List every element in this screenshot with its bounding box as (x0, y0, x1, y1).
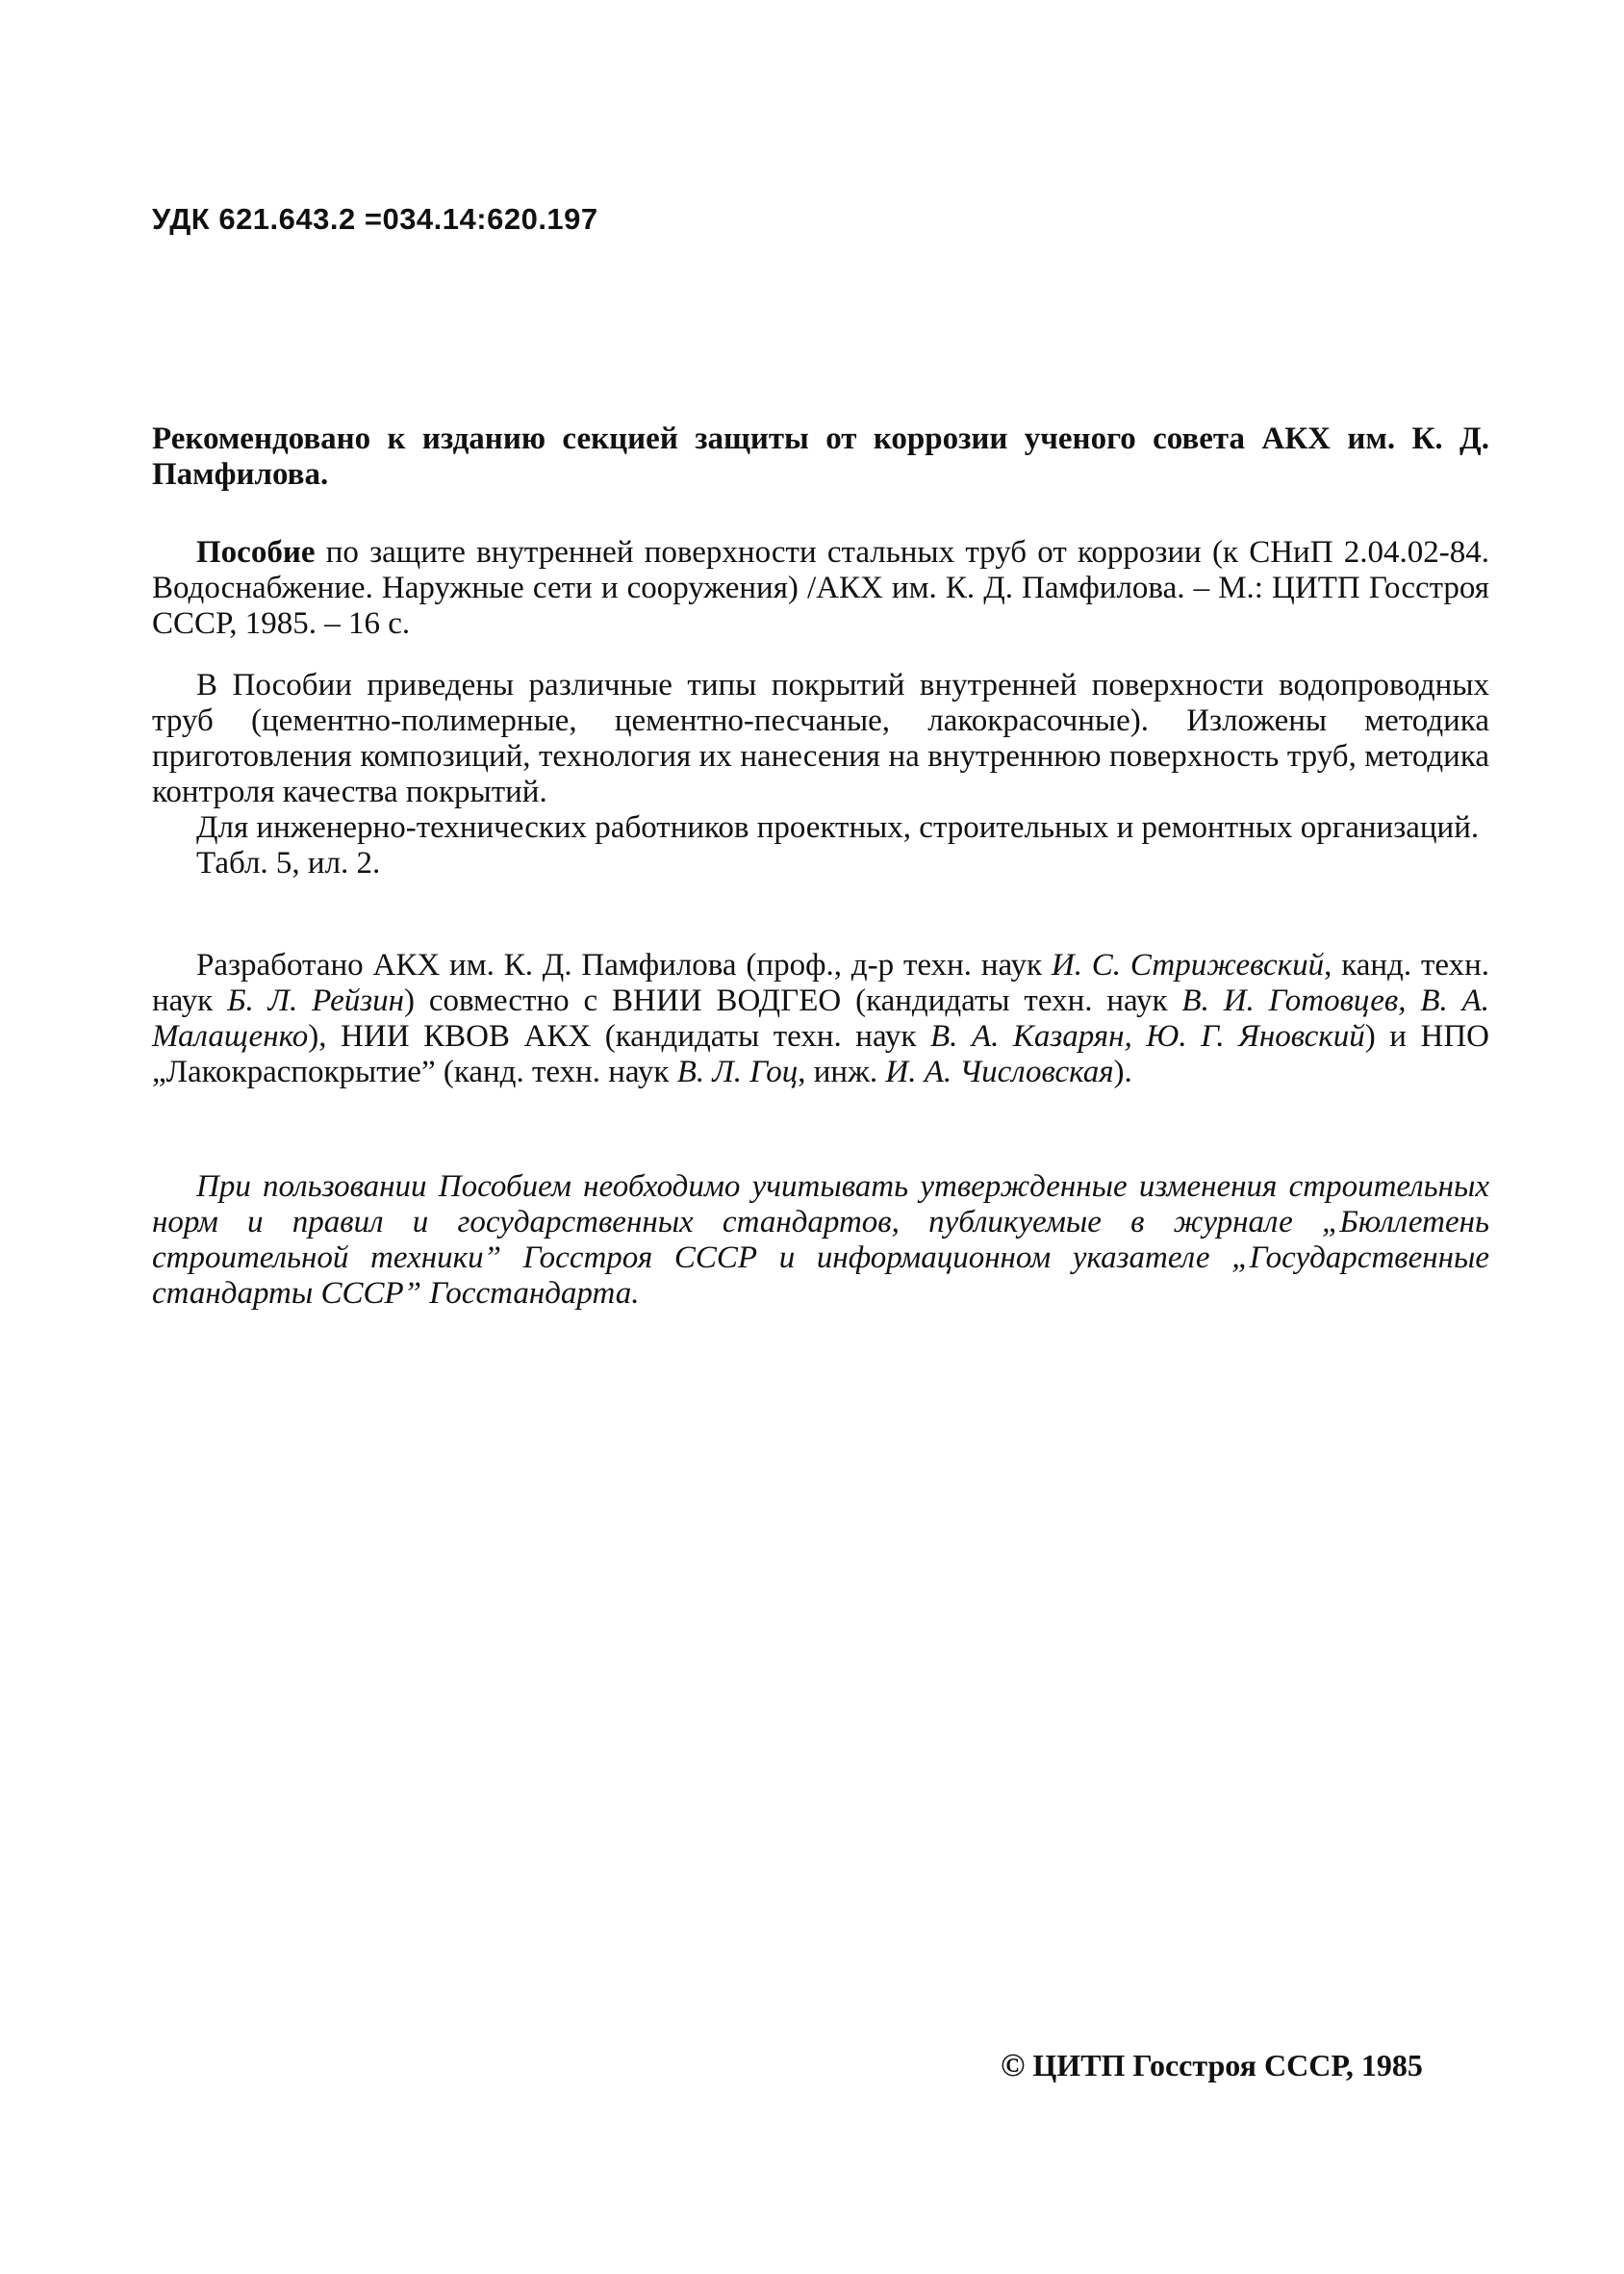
annotation-paragraph-2: Для инженерно-технических работников проектных, строительных и ремонтных организаций. (196, 810, 1480, 845)
recommendation-note (152, 422, 1489, 493)
authors-text-4: ), НИИ КВОВ АКХ (кандидаты техн. наук (308, 1019, 930, 1054)
authors-text-3: ) совместно с ВНИИ ВОДГЕО (кандидаты техн. наук (404, 984, 1182, 1018)
recommendation-text: Рекомендовано к изданию секцией защиты от коррозии ученого совета АКХ им. К. Д. Памфилова. (152, 422, 1489, 492)
authors-text-1: Разработано АКХ им. К. Д. Памфилова (проф., д-р техн. наук (196, 948, 1052, 983)
author-name-2: Б. Л. Рейзин (227, 984, 405, 1018)
author-name-4: В. А. Казарян, Ю. Г. Яновский (930, 1019, 1365, 1054)
copyright-line (1001, 2048, 1423, 2084)
authors-text-7: ). (1113, 1055, 1132, 1089)
usage-notice-text: При пользовании Пособием необходимо учитывать утвержденные изменения строительных норм и правил и государственных стандартов, публикуемые в журнале „Бюллетень строительной техники” Госстроя СССР и информационном указателе „Государственные стандарты СССР” Госстандарта. (152, 1169, 1489, 1311)
annotation-paragraph-1: В Пособии приведены различные типы покрытий внутренней поверхности водопроводных труб (цементно-полимерные, цементно-песчаные, лакокрасочные). Изложены методика приготовления композиций, технология их нанесения на внутреннюю поверхность труб, методика контроля качества покрытий. (152, 668, 1489, 809)
author-name-6: И. А. Числовская (885, 1055, 1114, 1089)
annotation (152, 668, 1489, 881)
bibliographic-reference (152, 535, 1489, 642)
reference-details: по защите внутренней поверхности стальных труб от коррозии (к СНиП 2.04.02-84. Водоснабжение. Наружные сети и сооружения) /АКХ им. К. Д. Памфилова. – М.: ЦИТП Госстроя СССР, 1985. – 16 с. (152, 535, 1489, 641)
reference-title: Пособие (196, 535, 316, 570)
copyright-symbol: © (1001, 2048, 1026, 2083)
author-name-1: И. С. Стрижевский (1051, 948, 1325, 983)
authors-text-6: , инж. (798, 1055, 886, 1089)
annotation-paragraph-3: Табл. 5, ил. 2. (196, 846, 381, 881)
usage-notice (152, 1169, 1489, 1312)
author-name-5: В. Л. Гоц (676, 1055, 799, 1089)
udk-code: УДК 621.643.2 =034.14:620.197 (152, 202, 598, 236)
authors-text (152, 948, 1489, 1090)
authors-block (152, 948, 1489, 1090)
authors-text-2: , канд. техн. наук (152, 948, 1489, 1018)
reference-text (152, 535, 1489, 642)
copyright-text: ЦИТП Госстроя СССР, 1985 (1032, 2048, 1423, 2082)
author-name-3: В. И. Готовцев, В. А. Малащенко (152, 984, 1490, 1054)
authors-text-5: ) и НПО „Лакокраспокрытие” (канд. техн. наук (152, 1019, 1489, 1089)
